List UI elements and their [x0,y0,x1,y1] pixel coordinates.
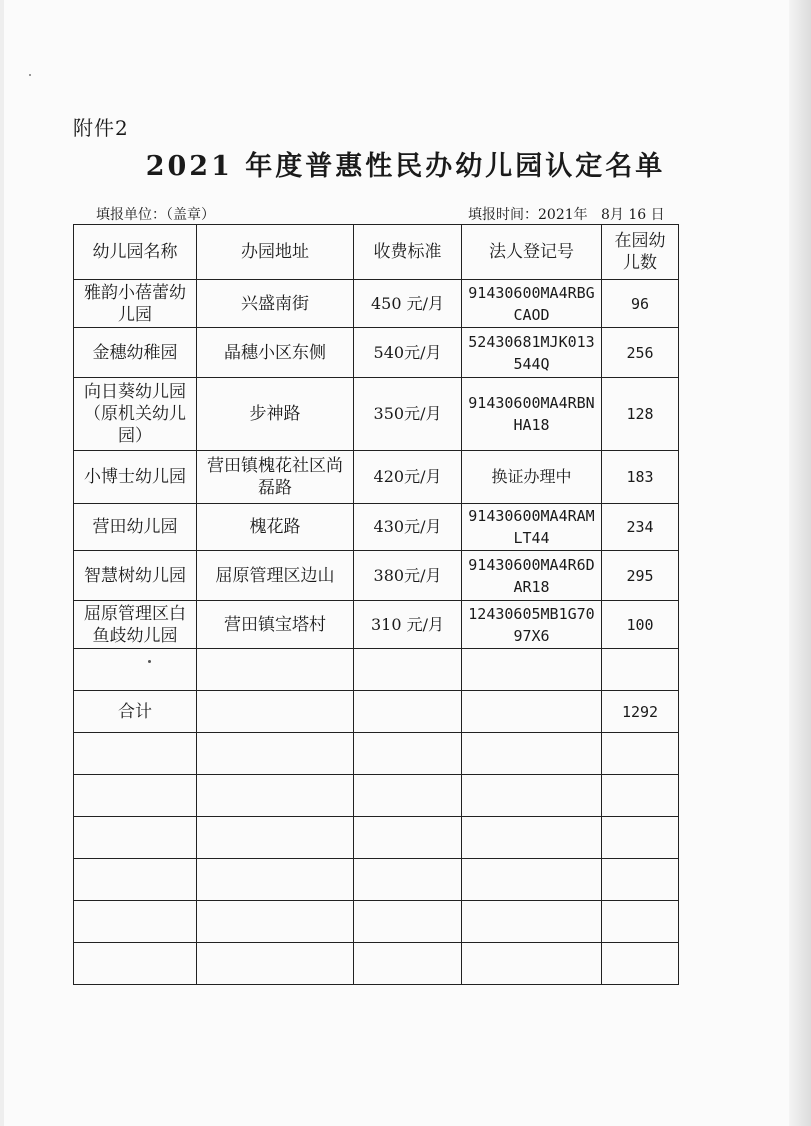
cell-fee: 540元/月 [354,328,462,378]
empty-row [74,943,679,985]
cell-count: 100 [602,601,679,649]
cell-fee: 450 元/月 [354,280,462,328]
cell-name: 向日葵幼儿园（原机关幼儿园） [74,378,197,451]
cell-code: 52430681MJK013544Q [462,328,602,378]
table-row [74,451,679,504]
cell-address: 步神路 [197,378,354,451]
total-label: 合计 [74,691,197,733]
cell-count: 96 [602,280,679,328]
cell-code: 换证办理中 [462,451,602,504]
fill-date-label: 填报时间：2021年 8月 16 日 [468,207,665,223]
cell-count: 128 [602,378,679,451]
total-row [74,691,679,733]
cell-count: 295 [602,551,679,601]
cell-fee: 430元/月 [354,504,462,551]
scan-speck [148,660,151,663]
table-row [74,601,679,649]
kindergarten-table [73,224,679,985]
header-count: 在园幼儿数 [602,225,679,280]
cell-name: 雅韵小蓓蕾幼儿园 [74,280,197,328]
empty-row [74,901,679,943]
header-fee: 收费标准 [354,225,462,280]
scan-speck [29,74,31,76]
cell-name: 金穗幼稚园 [74,328,197,378]
cell-address: 屈原管理区边山 [197,551,354,601]
document-title: 2021 年度普惠性民办幼儿园认定名单 [145,151,666,182]
cell-fee: 310 元/月 [354,601,462,649]
cell-code: 12430605MB1G7097X6 [462,601,602,649]
cell-name: 智慧树幼儿园 [74,551,197,601]
table-row [74,378,679,451]
cell-fee: 350元/月 [354,378,462,451]
fill-unit-label: 填报单位：（盖章） [96,207,215,223]
total-value: 1292 [602,691,679,733]
empty-row [74,649,679,691]
cell-address: 营田镇槐花社区尚磊路 [197,451,354,504]
cell-code: 91430600MA4RBNHA18 [462,378,602,451]
cell-code: 91430600MA4R6DAR18 [462,551,602,601]
table-header-row [74,225,679,280]
cell-address: 槐花路 [197,504,354,551]
cell-name: 屈原管理区白鱼歧幼儿园 [74,601,197,649]
cell-code: 91430600MA4RAMLT44 [462,504,602,551]
empty-row [74,775,679,817]
attachment-label: 附件2 [73,116,129,140]
header-code: 法人登记号 [462,225,602,280]
table-row [74,328,679,378]
empty-row [74,817,679,859]
cell-address: 营田镇宝塔村 [197,601,354,649]
cell-address: 兴盛南街 [197,280,354,328]
empty-row [74,859,679,901]
header-address: 办园地址 [197,225,354,280]
cell-address: 晶穗小区东侧 [197,328,354,378]
cell-code: 91430600MA4RBGCAOD [462,280,602,328]
cell-count: 256 [602,328,679,378]
table-row [74,504,679,551]
table-row [74,551,679,601]
cell-fee: 420元/月 [354,451,462,504]
table-row [74,280,679,328]
cell-name: 小博士幼儿园 [74,451,197,504]
cell-count: 183 [602,451,679,504]
cell-count: 234 [602,504,679,551]
header-name: 幼儿园名称 [74,225,197,280]
empty-row [74,733,679,775]
cell-fee: 380元/月 [354,551,462,601]
cell-name: 营田幼儿园 [74,504,197,551]
